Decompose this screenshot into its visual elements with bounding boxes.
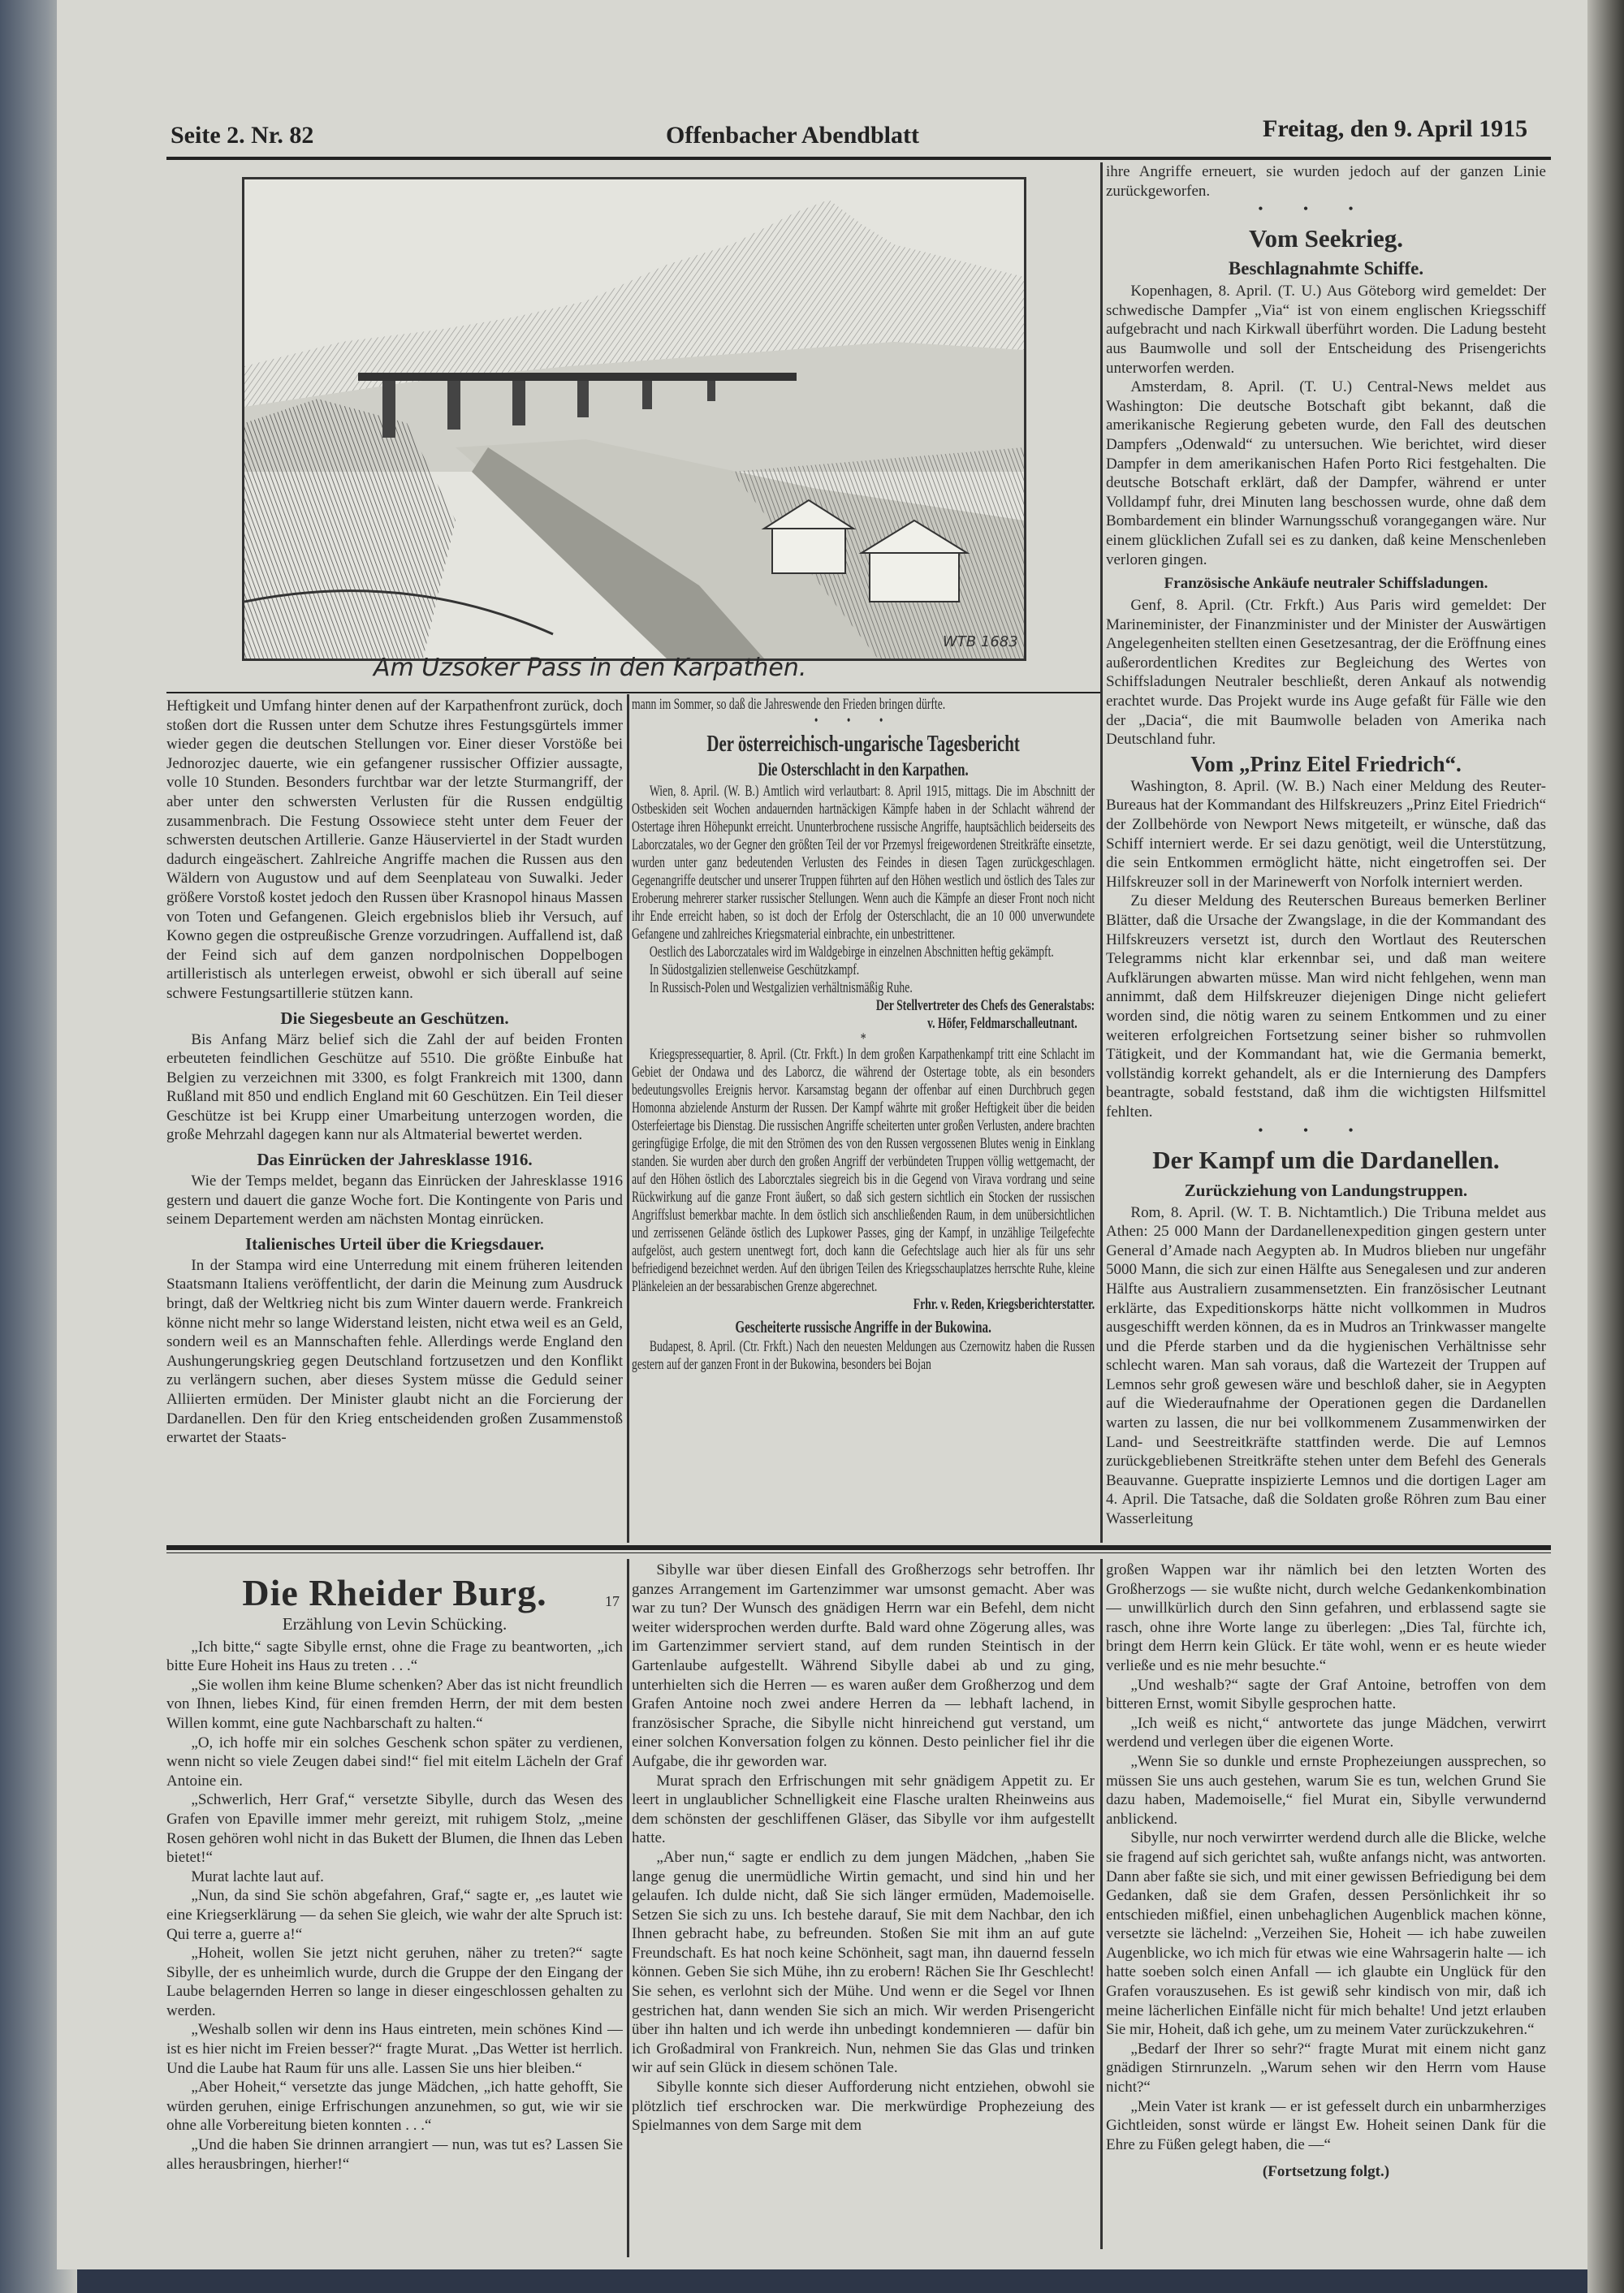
paragraph: Amsterdam, 8. April. (T. U.) Central-News meldet aus Washington: Die deutsche Botschaft gibt bekannt, daß die amerikanische Regierung gebeten wurde, den Fall des deutschen Dampfers „Odenwald“ zu untersuchen. Wie berichtet, wird dieser Dampfer in dem amerikanischen Hafen Porto Rici festgehalten. Die deutsche Botschaft erklärt, daß der Dampfer, während er unter Volldampf fuhr, drei Minuten lang beschossen wurde, ohne daß dem Bombardement ein blinder Warnungsschuß vorangegangen wäre. Nur einem glücklichen Zufall sei es zu danken, daß keine Menschenleben verloren gingen.: [1106, 378, 1546, 568]
column-rule: [1100, 1559, 1103, 2249]
feuilleton-column-1: [166, 1571, 623, 2261]
headline-schiffsladungen: Französische Ankäufe neutraler Schiffsladungen.: [1164, 575, 1488, 593]
paragraph: In Russisch-Polen und Westgalizien verhältnismäßig Ruhe.: [649, 979, 913, 996]
headline-seekrieg: Vom Seekrieg.: [1249, 224, 1403, 253]
subheadline-osterschlacht: Die Osterschlacht in den Karpathen.: [758, 759, 969, 779]
feuilleton-column-2: [632, 1561, 1095, 2259]
paragraph: „Hoheit, wollen Sie jetzt nicht geruhen, näher zu treten?“ sagte Sibylle, der es unheimlich wurde, durch die Gruppe der den Eingang der Laube belagernden Herren so lange in dieser eingeschlossen gehalten zu werden.: [166, 1945, 623, 2019]
paragraph: „Und die haben Sie drinnen arrangiert — nun, was tut es? Lassen Sie alles herausbringen, hierher!“: [166, 2136, 623, 2173]
caption-rule: [166, 692, 1100, 693]
feuilleton-rule-thin: [166, 1552, 1551, 1553]
french-report: Genf, 8. April. (Ctr. Frkft.) Aus Paris wird gemeldet: Der Marineminister, der Finanzminister und der Minister der Auswärtigen Angelegenheiten stellten einen Gesetzesantrag, der die Eröffnung eines außerordentlichen Kredites zur Begleichung des Wertes von Schiffsladungen Neutraler beschließt, deren Ankauf als notwendig erachtet wurde. Das Projekt wurde ins Auge gefaßt für Fälle wie den der „Dacia“, die mit Baumwolle beladen von Amerika nach Deutschland fuhr.: [1106, 597, 1546, 749]
right-column: [1106, 162, 1546, 1543]
headline-tagesbericht: Der österreichisch-ungarische Tagesbericht: [706, 731, 1020, 757]
separator-dots: •••: [1258, 202, 1394, 217]
middle-column-text: [632, 696, 1095, 1374]
headline: Die Siegesbeute an Geschützen.: [280, 1008, 509, 1028]
paragraph: In der Stampa wird eine Unterredung mit einem früheren leitenden Staatsmann Italiens veröffentlicht, der darin die Meinung zum Ausdruck bringt, daß der Weltkrieg nicht bis zum Winter dauern werde. Frankreich könne nicht mehr so lange Widerstand leisten, nicht etwa weil es an Geld, sondern weil es an Mannschaften fehle. Allerdings werde England den Aushungerungskrieg gegen Deutschland fortzusetzen und den Konflikt zu verlängern suchen, aber dieses System müsse die Geduld seiner Alliierten ermüden. Der Minister glaubt nicht an die Forcierung der Dardanellen. Den für den Krieg entscheidenden großen Zusammenstoß erwartet der Staats-: [166, 1256, 623, 1447]
dardanellen-report: Rom, 8. April. (W. T. B. Nichtamtlich.) Die Tribuna meldet aus Athen: 25 000 Mann der Dardanellenexpedition gingen gestern unter General d’Amade nach Aegypten ab. In Mudros blieben nur ungefähr 5000 Mann, die sich zur einen Hälfte aus Senegalesen und zur anderen Hälfte aus Australiern zusammensetzten. Ein französischer Leutnant erklärte, das Expeditionskorps hätte nicht vollkommen in Mudros ausgeschifft werden können, da es in Mudros an Trinkwasser mangelte und die Pferde starben und da die hygienischen Verhältnisse sehr schlecht waren. Man sah voraus, daß die Wartezeit der Truppen auf Lemnos sehr groß gewesen wäre und beschloß daher, sie in Aegypten auf die Wiederaufnahme der Operationen gegen die Dardanellen warten zu lassen, die nur bei vollkommenem Zusammenwirken der Land- und Seestreitkräfte stattfinden werde. Die auf Lemnos zurückgebliebenen Streitkräfte stehen unter dem Befehl des Generals Beauvanne. Guepratte inspizierte Lemnos und die dortigen Lager am 4. April. Die Tatsache, daß die Soldaten große Röhren zum Bau einer Wasserleitung: [1106, 1203, 1546, 1528]
paragraph: „Aber Hoheit,“ versetzte das junge Mädchen, „ich hatte gehofft, Sie würden geruhen, einige Erfrischungen anzunehmen, so gut, wie wir sie ohne alle Vorbereitung bieten konnten . . .“: [166, 2079, 623, 2135]
paragraph: In Südostgalizien stellenweise Geschützkampf.: [649, 961, 860, 978]
signature-name: v. Höfer, Feldmarschalleutnant.: [927, 1015, 1078, 1032]
book-binding-edge: [1587, 0, 1624, 2293]
newspaper-name: Offenbacher Abendblatt: [666, 122, 919, 149]
separator-dots: •••: [814, 714, 913, 728]
paragraph: Murat lachte laut auf.: [191, 1868, 324, 1885]
column-rule: [1100, 162, 1103, 1543]
paragraph: „Ich weiß es nicht,“ antwortete das junge Mädchen, verwirrt werdend und verlegen über die eigenen Worte.: [1106, 1714, 1546, 1751]
paragraph: Washington, 8. April. (W. B.) Nach einer Meldung des Reuter-Bureaus hat der Kommandant des Hilfskreuzers „Prinz Eitel Friedrich“ der Zollbehörde von Newport News mitgeteilt, er wünsche, daß das Schiff interniert werde. Er sei dazu genötigt, weil die Unterstützung, die sein Entkommen ermöglicht hätte, nicht eingetroffen sei. Der Hilfskreuzer soll in der Marinewerft von Norfolk interniert werden.: [1106, 777, 1546, 891]
headline-bukowina: Gescheiterte russische Angriffe in der Bukowina.: [735, 1317, 991, 1337]
installment-number: 17: [605, 1593, 620, 1609]
subheadline-landungstruppen: Zurückziehung von Landungstruppen.: [1184, 1180, 1468, 1200]
paragraph: Wie der Temps meldet, begann das Einrücken der Jahresklasse 1916 gestern und dauert die ganze Woche fort. Die Kontingente von Paris und seinem Departement werden am nächsten Montag einrücken.: [166, 1172, 623, 1229]
press-signature: Frhr. v. Reden, Kriegsberichterstatter.: [913, 1296, 1095, 1313]
paragraph: „Bedarf der Ihrer so sehr?“ fragte Murat mit einem nicht ganz gnädigen Stirnrunzeln. „Warum sehen wir den Herrn vom Hause nicht?“: [1106, 2040, 1546, 2097]
landscape-drawing: [244, 179, 1024, 659]
artist-signature: WTB 1683: [943, 633, 1018, 650]
issue-date: Freitag, den 9. April 1915: [1263, 115, 1528, 142]
paragraph-group: [166, 1256, 623, 1448]
subheadline-schiffe: Beschlagnahmte Schiffe.: [1228, 258, 1424, 279]
paragraph: Murat sprach den Erfrischungen mit sehr gnädigem Appetit zu. Er leert in unglaublicher Schnelligkeit eine Flasche uralten Rheinweins aus dem schönsten der geschliffenen Gläser, das Sibylle vor ihm aufgestellt hatte.: [632, 1772, 1095, 1847]
feuilleton-rule: [166, 1545, 1551, 1550]
paragraph: „Nun, da sind Sie schön abgefahren, Graf,“ sagte er, „es lautet wie eine Kriegserklärung — da sehen Sie gleich, wie wahr der alte Spruch ist: Qui terre a, guerre a!“: [166, 1887, 623, 1943]
press-report: Kriegspressequartier, 8. April. (Ctr. Frkft.) In dem großen Karpathenkampf tritt eine Schlacht im Gebiet der Ondawa und des Laborcz, die während der Ostertage tobte, als ein besonders bedeutungsvolles Ereignis hervor. Karsamstag begann der offenbar auf einen Durchbruch gegen Homonna abzielende Ansturm der Russen. Der Kampf währte mit großer Heftigkeit über die beiden Osterfeiertage bis Dienstag. Die russischen Angriffe scheiterten unter großen Verlusten, andere brachten geringfügige Erfolge, die mit den Strömen des von den Russen vergossenen Blutes wenig in Einklang standen. Sie wurden aber durch den großen Angriff der verbündeten Truppen völlig wettgemacht, der auf den Höhen östlich des Laborcztales siegreich bis in die Gegend von Virava vordrang und seine Rückwirkung auf die ganze Front äußert, so daß sich gestern sichtlich ein Stocken der russischen Angriffslust bemerkbar machte. In dem östlich sich anschließenden Raum, in dem unübersichtlichen und zerrissenen Gelände östlich des Lupkower Passes, ging der Kampf, in unzählige Teilgefechte aufgelöst, auch gestern unentwegt fort, doch kann die Gefechtslage auch hier als für uns sehr befriedigend bezeichnet werden. Auf den übrigen Teilen des Kriegsschauplatzes herrschte Ruhe, kleine Plänkeleien an der bessarabischen Grenze abgerechnet.: [632, 1046, 1095, 1295]
headline: Italienisches Urteil über die Kriegsdauer.: [244, 1233, 545, 1254]
left-column: [166, 697, 623, 1541]
paragraph: „Wenn Sie so dunkle und ernste Prophezeiungen aussprechen, so müssen Sie uns auch gestehen, warum Sie es tun, welchen Grund Sie dazu haben, Mademoiselle,“ fiel Murat ein, Sibylle verwundernd anblickend.: [1106, 1752, 1546, 1828]
paragraph: Sibylle war über diesen Einfall des Großherzogs sehr betroffen. Ihr ganzes Arrangement im Gartenzimmer war umsonst gemacht. Aber was war zu tun? Der Wunsch des gnädigen Herrn war ein Befehl, dem nicht weiter widersprochen werden durfte. Bald ward ohne Zögerung alles, was im Gartenzimmer serviert stand, auf dem runden Steintisch in der Gartenlaube aufgestellt. Während Sibylle dabei ab und zu ging, unterhielten sich die Herren — es waren außer dem Großherzog und dem Grafen Antoine noch zwei andere Herren da — lebhaft lachend, in französischer Sprache, die Sibylle nicht hinreichend gut verstand, um einer solchen Konversation folgen zu können. Desto peinlicher fiel ihr die Aufgabe, die ihr geworden war.: [632, 1561, 1095, 1770]
paragraph: „O, ich hoffe mir ein solches Geschenk schon später zu verdienen, wenn nicht so viele Zeugen dabei sind!“ fiel mit eitelm Lächeln der Graf Antoine ein.: [166, 1734, 623, 1790]
paragraph: Sibylle, nur noch verwirrter werdend durch alle die Blicke, welche sie fragend auf sich gerichtet sah, wußte anfangs nicht, was antworten. Dann aber faßte sie sich, und mit einer gewissen Befriedigung bei dem Gedanken, daß sie dem Grafen, dessen Persönlichkeit ihr so entschieden mißfiel, einen unbehaglichen Augenblick machen könne, versetzte sie lächelnd: „Verzeihen Sie, Hoheit — ich habe zuweilen Augenblicke, wo ich mich für etwas wie eine Wahrsagerin halte — ich hatte soeben solch einen Anfall — ich glaubte ein Unglück für den Grafen vorauszusehen. Es ist gewiß sehr kindisch von mir, daß ich meine lächerlichen Einfälle nicht für mich behalte! Und jetzt erlauben Sie mir, Hoheit, daß ich gehe, um zu meinem Vater zurückzukehren.“: [1106, 1829, 1546, 2039]
paragraph-group: [1106, 777, 1546, 1122]
illustration-uzsoker-pass: [242, 177, 1026, 661]
paragraph-group: [1106, 1561, 1546, 2154]
paragraph: Bis Anfang März belief sich die Zahl der auf beiden Fronten erbeuteten feindlichen Geschütze auf 5510. Die größte Einbuße hat Belgien zu verzeichnen mit 3300, es folgt Frankreich mit 1300, dann Rußland mit 850 und endlich England mit 60 Geschützen. Ein Teil dieser Geschütze ist bei Krupp einer Umarbeitung unterzogen worden, die große Mehrzahl dagegen kann nur als Altmaterial bewertet werden.: [166, 1030, 623, 1144]
paragraph-group: [166, 1638, 623, 2174]
article-siegesbeute: [166, 1008, 623, 1146]
headline-eitel-friedrich: Vom „Prinz Eitel Friedrich“.: [1190, 751, 1462, 776]
continuation-note: (Fortsetzung folgt.): [1262, 2163, 1390, 2181]
story-byline: Erzählung von Levin Schücking.: [282, 1614, 508, 1634]
header-rule: [166, 157, 1551, 160]
paragraph: „Sie wollen ihm keine Blume schenken? Aber das ist nicht freundlich von Ihnen, liebes Kind, für einen fremden Herrn, der mit dem besten Willen kommt, eine gute Nachbarschaft zu halten.“: [166, 1676, 623, 1732]
paragraph-group: [1106, 282, 1546, 569]
continued-text: ihre Angriffe erneuert, sie wurden jedoch auf der ganzen Linie zurückgeworfen.: [1106, 163, 1546, 200]
paragraph: „Mein Vater ist krank — er ist gefesselt durch ein unbarmherziges Gichtleiden, sonst würde er längst Ew. Hoheit seinen Dank für die Ehre zu Füßen gelegt haben, die —“: [1106, 2097, 1546, 2153]
paragraph: „Weshalb sollen wir denn ins Haus eintreten, mein schönes Kind — ist es hier nicht im Freien besser?“ fragte Murat. „Das Wetter ist herrlich. Und die Laube hat Raum für uns alle. Lassen Sie uns hier bleiben.“: [166, 2021, 623, 2077]
paragraph: Heftigkeit und Umfang hinter denen auf der Karpathenfront zurück, doch stoßen dort die Russen unter dem Schutze ihres Festungsgürtels immer wieder gegen die deutschen Stellungen vor. Einer dieser Vorstöße bei Jednorozjec dauerte, wie ein gefangener russischer Offizier aussagte, volle 10 Stunden. Besonders furchtbar war der letzte Sturmangriff, der aber unter den schwersten Verlusten für die Russen endgültig zusammenbrach. Die Festung Ossowiece steht unter dem Feuer der schwersten deutschen Artillerie. Ganze Häuserviertel in der Stadt wurden dadurch eingeäschert. Zahlreiche Angriffe machen die Russen aus den Wäldern von Augustow und auf dem Seenplateau von Suwalki. Jeder größere Vorstoß kostet jedoch den Russen über Krasnopol hinaus Massen von Toten und Gefangenen. Gleich ergebnislos blieb ihr Versuch, auf Kowno gegen die ostpreußische Grenze vorzudringen. Auffallend ist, daß der Feind sich auf dem ganzen nordpolnischen Doppelbogen artilleristisch als unterlegen erweist, obwohl er sich überall auf seine schwere Festungsartillerie stützen kann.: [166, 697, 623, 1002]
column-rule: [627, 694, 629, 1543]
headline-dardanellen: Der Kampf um die Dardanellen.: [1152, 1145, 1500, 1174]
headline: Das Einrücken der Jahresklasse 1916.: [257, 1150, 533, 1170]
feuilleton-column-3: [1106, 1561, 1546, 2259]
continued-text: mann im Sommer, so daß die Jahreswende den Frieden bringen dürfte.: [632, 696, 946, 713]
illustration-caption: Am Uzsoker Pass in den Karpathen.: [374, 654, 807, 682]
front-report: [166, 697, 623, 1004]
signature-title: Der Stellvertreter des Chefs des Generalstabs:: [875, 997, 1095, 1014]
paragraph: „Und weshalb?“ sagte der Graf Antoine, betroffen von dem bitteren Ernst, womit Sibylle gesprochen hatte.: [1106, 1676, 1546, 1713]
article-jahresklasse: [166, 1149, 623, 1229]
paragraph: Oestlich des Laborczatales wird im Waldgebirge in einzelnen Abschnitten heftig gekämpft.: [649, 944, 1054, 961]
paragraph: „Schwerlich, Herr Graf,“ versetzte Sibylle, durch das Wesen des Grafen von Epaville immer mehr gereizt, mit ruhigem Stolz, „meine Rosen gehören wohl nicht in das Bukett der Blumen, die Ihnen das Leben bietet!“: [166, 1791, 623, 1867]
paragraph: Wien, 8. April. (W. B.) Amtlich wird verlautbart: 8. April 1915, mittags. Die im Abschnitt der Ostbeskiden seit Wochen andauernden hartnäckigen Kämpfe haben in der Schlacht während der Ostertage ihren Höhepunkt erreicht. Ununterbrochene russische Angriffe, hauptsächlich beiderseits des Laborczatales, wo der Gegner den größten Teil der vor Przemysl freigewordenen Streitkräfte einsetzte, wurden unter ganz bedeutenden Verlusten des Feindes in diesen Tagen zurückgeschlagen. Gegenangriffe deutscher und unserer Truppen führten auf den Höhen westlich und östlich des Tales zur Eroberung mehrerer starker russischer Stellungen. Wenn auch die Kämpfe an dieser Front noch nicht ihr Ende erreicht haben, so ist doch der Erfolg der Osterschlacht, die an 10 000 unverwundete Gefangene und zahlreiches Kriegsmaterial einbrachte, ein unbestrittener.: [632, 783, 1095, 943]
paragraph: Kopenhagen, 8. April. (T. U.) Aus Göteborg wird gemeldet: Der schwedische Dampfer „Via“ ist von einem englischen Kriegsschiff aufgebracht und nach Kirkwall überführt worden. Die Ladung besteht aus Baumwolle und soll der Entscheidung des Prisengerichts unterworfen werden.: [1106, 283, 1546, 377]
paragraph: Sibylle konnte sich dieser Aufforderung nicht entziehen, obwohl sie plötzlich tief erschrocken war. Die merkwürdige Prophezeiung des Spielmannes von dem Sarge mit dem: [632, 2079, 1095, 2135]
paragraph-group: [632, 783, 1095, 997]
bukowina-report: Budapest, 8. April. (Ctr. Frkft.) Nach den neuesten Meldungen aus Czernowitz haben die Russen gestern auf der ganzen Front in der Bukowina, besonders bei Bojan: [632, 1338, 1095, 1373]
separator-star: *: [860, 1030, 866, 1047]
article-kriegsdauer: [166, 1233, 623, 1448]
paragraph-group: [166, 1172, 623, 1229]
column-rule: [627, 1559, 629, 2257]
paragraph: großen Wappen war ihr nämlich bei den letzten Worten des Großherzogs — sie wußte nicht, durch welche Gedankenkombination — unwillkürlich durch den Sinn gefahren, und erblassend sagte sie rasch, ohne ihre Worte lange zu überlegen: „Dies Tal, fürchte ich, bringt dem Herrn kein Glück. Er täte wohl, wenn er es heute wieder verließe und es nie mehr besuchte.“: [1106, 1561, 1546, 1674]
paragraph: Zu dieser Meldung des Reuterschen Bureaus bemerken Berliner Blätter, daß die Ursache der Zwangslage, in die der Kommandant des Hilfskreuzers versetzt ist, durch den Wortlaut des Reuterschen Telegramms nicht klar erkennbar sei, und daß man weitere Aufklärungen abwarten müsse. Man wird nicht fehlgehen, wenn man annimmt, daß dem Hilfskreuzer diejenigen Dinge nicht geliefert worden sind, die nötig waren zu seinem Entkommen und zu einer weiteren erfolgreichen Fortsetzung seiner bisher so ruhmvollen Tätigkeit, und der Kommandant hat, wie die Germania bemerkt, vollständig korrekt gehandelt, als er die Internierung des Dampfers beantragte, sobald feststand, daß ihm die wichtigsten Hilfsmittel fehlten.: [1106, 892, 1546, 1121]
separator-dots: •••: [1258, 1123, 1394, 1138]
paragraph-group: [166, 1030, 623, 1146]
paragraph: „Ich bitte,“ sagte Sibylle ernst, ohne die Frage zu beantworten, „ich bitte Eure Hoheit ins Haus zu treten . . .“: [166, 1638, 623, 1675]
middle-column: [632, 696, 1096, 1544]
paragraph-group: [632, 1561, 1095, 2135]
page-number: Seite 2. Nr. 82: [171, 122, 314, 149]
story-title: Die Rheider Burg.: [242, 1572, 547, 1613]
paragraph: „Aber nun,“ sagte er endlich zu dem jungen Mädchen, „haben Sie lange genug die unermüdliche Wirtin gemacht, und sind hin und her gelaufen. Ich dulde nicht, daß Sie sich länger ermüden, Mademoiselle. Setzen Sie sich zu uns. Ich bestehe darauf, Sie mit dem Nachbar, den ich Ihnen gebracht habe, zu befreunden. Stoßen Sie mit ihm an auf gute Freundschaft. Es hat noch keine Schönheit, sagt man, ihn dauernd fesseln können. Geben Sie sich Mühe, ihn zu erobern! Rächen Sie Ihr Geschlecht! Sie sehen, es verlohnt sich der Mühe. Und wenn er die Segel vor Ihnen gestrichen hat, dann wenden Sie sich an mich. Wir werden Prisengericht über ihn halten und ich werde ihn unbedingt kondemnieren — dafür bin ich Großadmiral von Frankreich. Nun, nehmen Sie das Glas und trinken wir auf sein Glück in diesem schönen Tale.: [632, 1848, 1095, 2077]
